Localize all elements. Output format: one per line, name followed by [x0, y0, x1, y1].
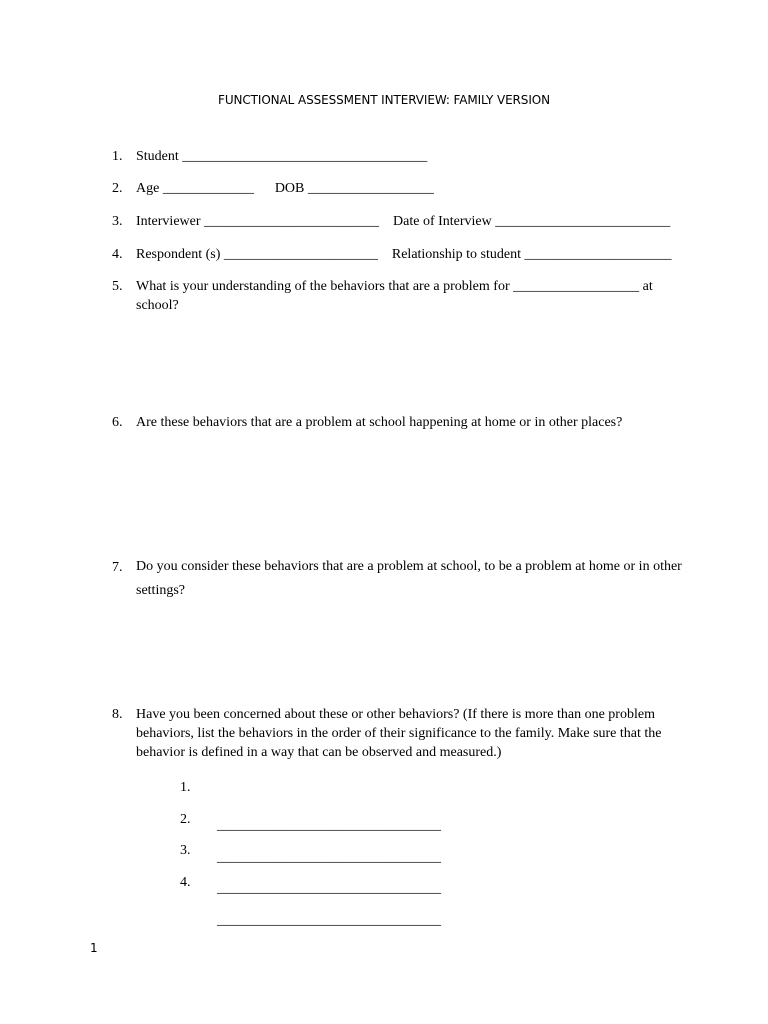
- question-number: 6.: [112, 415, 123, 430]
- question-interviewer: [112, 212, 682, 231]
- question-number: 1.: [112, 149, 123, 164]
- behavior-number: 2.: [180, 812, 191, 827]
- question-text: What is your understanding of the behaviors that are a problem for __________________ at school?: [136, 279, 653, 313]
- question-number: 7.: [112, 560, 123, 575]
- question-student: [112, 147, 682, 166]
- behavior-answer-line[interactable]: ________________________________: [217, 913, 441, 928]
- behavior-answer-line[interactable]: ________________________________: [217, 818, 441, 833]
- behavior-answer-line[interactable]: ________________________________: [217, 850, 441, 865]
- behavior-number: 4.: [180, 875, 191, 890]
- question-number: 4.: [112, 247, 123, 262]
- question-text: Respondent (s) ______________________ Relationship to student _____________________: [136, 247, 672, 262]
- question-respondent: [112, 245, 682, 264]
- behavior-list-item: [180, 873, 440, 949]
- question-text: Age _____________ DOB __________________: [136, 181, 434, 196]
- question-number: 2.: [112, 181, 123, 196]
- behavior-answer-line[interactable]: ________________________________: [217, 881, 441, 896]
- question-concerned-behaviors: [112, 705, 682, 762]
- question-problem-settings: [112, 555, 682, 603]
- question-text: Student ___________________________________: [136, 149, 428, 164]
- question-text: Are these behaviors that are a problem at school happening at home or in other places?: [136, 415, 623, 430]
- behavior-number: 1.: [180, 780, 191, 795]
- page-number: 1: [90, 941, 98, 955]
- question-text: Do you consider these behaviors that are a problem at school, to be a problem at home or in other settings?: [136, 559, 682, 598]
- behavior-number: 3.: [180, 843, 191, 858]
- question-understanding: [112, 277, 682, 315]
- question-text: Have you been concerned about these or other behaviors? (If there is more than one problem behaviors, list the behaviors in the order of their significance to the family. Make sure that the behavior is defined in a way that can be observed and measured.): [136, 707, 662, 760]
- question-age-dob: [112, 179, 682, 198]
- question-home-behaviors: [112, 413, 682, 432]
- question-number: 3.: [112, 214, 123, 229]
- question-number: 5.: [112, 279, 123, 294]
- question-number: 8.: [112, 707, 123, 722]
- document-title: FUNCTIONAL ASSESSMENT INTERVIEW: FAMILY VERSION: [218, 93, 550, 107]
- question-text: Interviewer _________________________ Date of Interview _________________________: [136, 214, 671, 229]
